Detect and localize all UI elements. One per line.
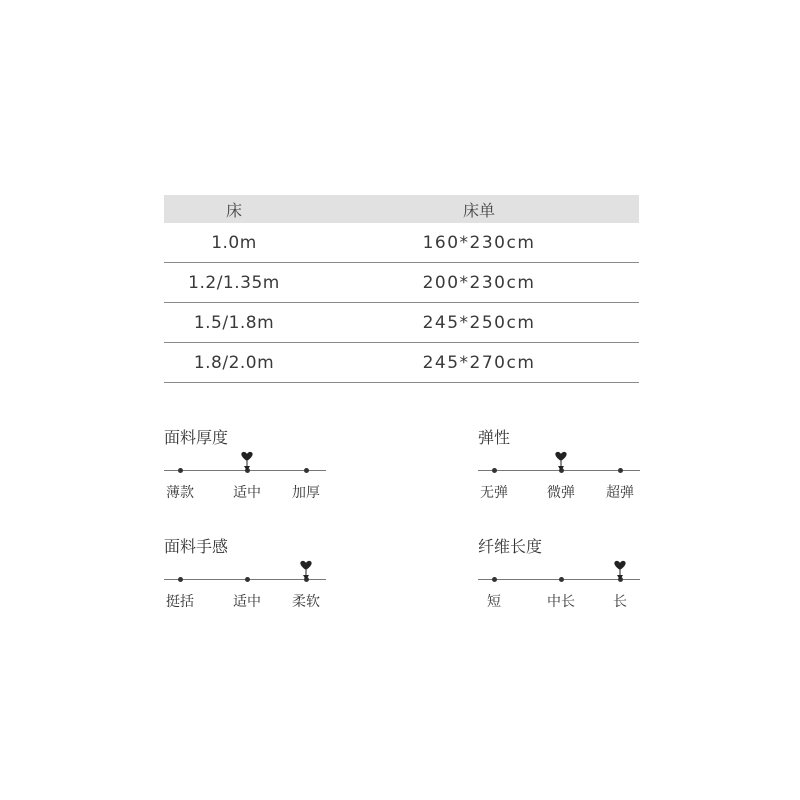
bed-size-cell: 1.0m	[211, 232, 257, 253]
scale-option-mid: 中长	[547, 594, 575, 610]
scale-dot	[492, 577, 497, 582]
heart-arrow-icon	[553, 451, 569, 473]
hand-feel-scale	[164, 534, 334, 624]
scale-dot	[559, 577, 564, 582]
table-header	[164, 195, 639, 223]
scale-option-mid: 适中	[233, 594, 261, 610]
table-row	[164, 303, 639, 343]
scale-title: 面料厚度	[164, 428, 229, 447]
scale-option-low: 短	[487, 594, 501, 610]
scale-option-high: 加厚	[292, 485, 320, 501]
scale-option-high: 柔软	[292, 594, 320, 610]
fiber-length-scale	[478, 534, 648, 624]
thickness-scale	[164, 425, 334, 515]
sheet-size-cell: 245*270cm	[422, 352, 536, 373]
header-bed: 床	[225, 200, 242, 220]
bed-size-cell: 1.2/1.35m	[188, 272, 280, 293]
bed-size-cell: 1.5/1.8m	[193, 312, 275, 333]
scale-option-low: 无弹	[480, 485, 508, 501]
scale-option-low: 薄款	[166, 485, 194, 501]
bed-size-cell: 1.8/2.0m	[193, 352, 275, 373]
scale-title: 纤维长度	[478, 537, 543, 556]
sheet-size-cell: 200*230cm	[422, 272, 536, 293]
table-row	[164, 343, 639, 383]
heart-arrow-icon	[298, 560, 314, 582]
elasticity-scale	[478, 425, 648, 515]
scale-dot	[178, 468, 183, 473]
scale-title: 面料手感	[164, 537, 229, 556]
scale-option-mid: 微弹	[547, 485, 575, 501]
scale-option-low: 挺括	[166, 594, 194, 610]
heart-arrow-icon	[612, 560, 628, 582]
sheet-size-cell: 160*230cm	[422, 232, 536, 253]
size-table	[164, 195, 639, 383]
scale-option-high: 超弹	[606, 485, 634, 501]
table-row	[164, 223, 639, 263]
scale-title: 弹性	[478, 428, 511, 447]
scale-dot	[245, 577, 250, 582]
scale-dot	[618, 468, 623, 473]
header-sheet: 床单	[462, 200, 495, 220]
scale-option-high: 长	[613, 594, 627, 610]
scale-dot	[178, 577, 183, 582]
scale-dot	[492, 468, 497, 473]
scale-option-mid: 适中	[233, 485, 261, 501]
heart-arrow-icon	[239, 451, 255, 473]
scale-dot	[304, 468, 309, 473]
table-row	[164, 263, 639, 303]
sheet-size-cell: 245*250cm	[422, 312, 536, 333]
